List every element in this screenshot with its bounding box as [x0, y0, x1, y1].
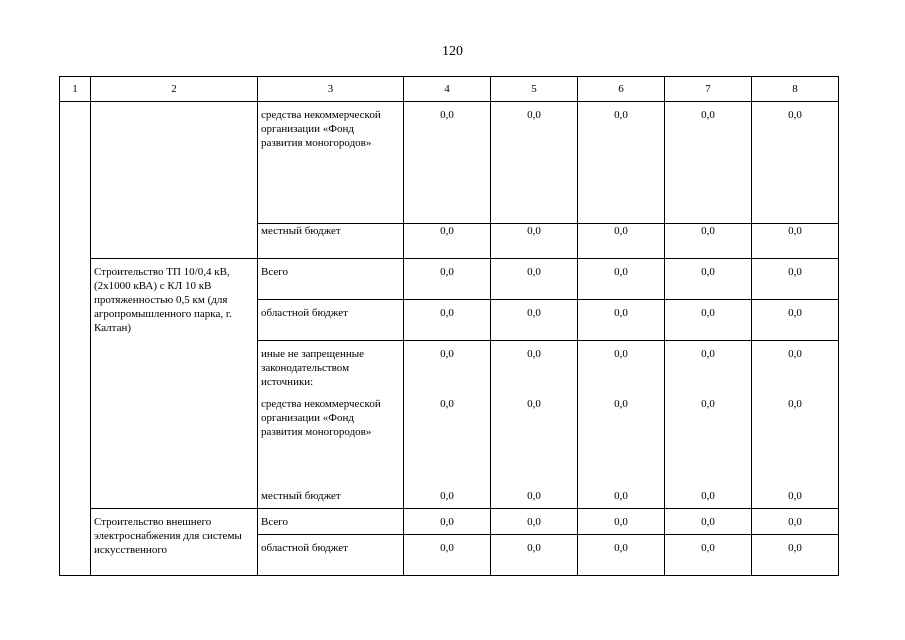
value-cell: 0,0: [404, 535, 491, 576]
column-header: 7: [665, 77, 752, 102]
value-cell: 0,0: [404, 300, 491, 341]
value-cell: 0,0: [752, 224, 839, 259]
column-number-row: [60, 77, 839, 102]
value-cell: 0,0: [665, 102, 752, 224]
value-cell: 0,0: [752, 300, 839, 341]
value-cell: 0,0: [404, 224, 491, 259]
value-cell: 0,0: [578, 259, 665, 300]
column-header: 2: [91, 77, 258, 102]
value-cell: 0,0: [578, 341, 665, 397]
value-cell: 0,0: [491, 224, 578, 259]
object-name-cell: Строительство внешнего электроснабжения для системы искусственного: [91, 509, 258, 576]
funding-source-cell: областной бюджет: [258, 535, 404, 576]
value-cell: 0,0: [752, 509, 839, 535]
value-cell: 0,0: [491, 300, 578, 341]
value-cell: 0,0: [491, 397, 578, 483]
funding-source-cell: местный бюджет: [258, 483, 404, 509]
column-header: 4: [404, 77, 491, 102]
value-cell: 0,0: [404, 102, 491, 224]
table-row: [60, 259, 839, 300]
value-cell: 0,0: [665, 509, 752, 535]
value-cell: 0,0: [404, 397, 491, 483]
funding-source-cell: иные не запрещенные законодательством источники:: [258, 341, 404, 397]
value-cell: 0,0: [752, 102, 839, 224]
value-cell: 0,0: [665, 259, 752, 300]
funding-source-cell: областной бюджет: [258, 300, 404, 341]
column-header: 5: [491, 77, 578, 102]
funding-source-cell: средства некоммерческой организации «Фонд развития моногородов»: [258, 102, 404, 224]
column-header: 1: [60, 77, 91, 102]
value-cell: 0,0: [491, 341, 578, 397]
object-name-cell: [91, 102, 258, 259]
value-cell: 0,0: [404, 483, 491, 509]
funding-source-cell: Всего: [258, 509, 404, 535]
value-cell: 0,0: [752, 341, 839, 397]
page-number: 120: [442, 44, 463, 59]
value-cell: 0,0: [665, 300, 752, 341]
value-cell: 0,0: [578, 224, 665, 259]
value-cell: 0,0: [578, 483, 665, 509]
value-cell: 0,0: [491, 509, 578, 535]
funding-source-cell: средства некоммерческой организации «Фонд развития моногородов»: [258, 397, 404, 483]
value-cell: 0,0: [578, 509, 665, 535]
value-cell: 0,0: [665, 535, 752, 576]
column-header: 3: [258, 77, 404, 102]
value-cell: 0,0: [578, 397, 665, 483]
row-number-cell: [60, 102, 91, 576]
value-cell: 0,0: [665, 483, 752, 509]
column-header: 6: [578, 77, 665, 102]
value-cell: 0,0: [404, 341, 491, 397]
table-row: [60, 102, 839, 224]
value-cell: 0,0: [578, 300, 665, 341]
budget-table: [59, 76, 839, 576]
table-row: [60, 509, 839, 535]
value-cell: 0,0: [578, 102, 665, 224]
value-cell: 0,0: [491, 483, 578, 509]
value-cell: 0,0: [752, 483, 839, 509]
funding-source-cell: местный бюджет: [258, 224, 404, 259]
value-cell: 0,0: [491, 102, 578, 224]
funding-source-cell: Всего: [258, 259, 404, 300]
value-cell: 0,0: [491, 535, 578, 576]
value-cell: 0,0: [752, 535, 839, 576]
column-header: 8: [752, 77, 839, 102]
value-cell: 0,0: [752, 259, 839, 300]
value-cell: 0,0: [404, 259, 491, 300]
value-cell: 0,0: [665, 341, 752, 397]
value-cell: 0,0: [665, 224, 752, 259]
value-cell: 0,0: [578, 535, 665, 576]
value-cell: 0,0: [752, 397, 839, 483]
value-cell: 0,0: [665, 397, 752, 483]
object-name-cell: Строительство ТП 10/0,4 кВ, (2х1000 кВА) с КЛ 10 кВ протяженностью 0,5 км (для агропромышленного парка, г. Калтан): [91, 259, 258, 509]
value-cell: 0,0: [404, 509, 491, 535]
value-cell: 0,0: [491, 259, 578, 300]
